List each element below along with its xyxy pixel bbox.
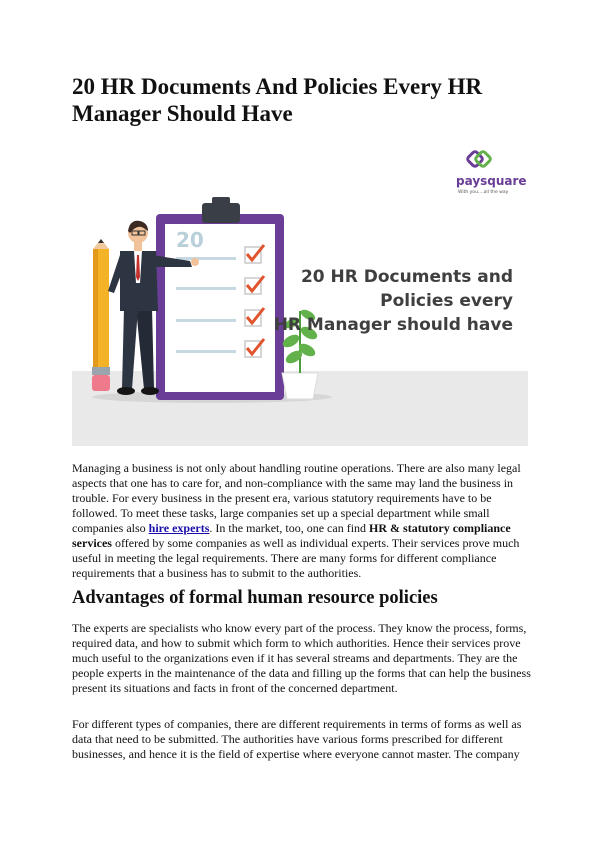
pencil-icon xyxy=(92,239,110,391)
hero-illustration xyxy=(72,143,528,446)
intro-bold-text: HR & statutory compliance services xyxy=(72,521,511,550)
intro-text-start: Managing a business is not only about handling routine operations. There are also many legal aspects that one has to care for, and non-compliance with the same may land the business in trouble. For every business in the present era, various statutory requirements have to be followed. To meet these tasks, large companies set up a special department while small companies also xyxy=(72,461,521,535)
section-heading: Advantages of formal human resource policies xyxy=(72,588,438,608)
clipboard-number: 20 xyxy=(176,228,204,252)
paragraph-experts: The experts are specialists who know every part of the process. They know the process, forms, required data, and how to submit which form to which authorities. Hence their services prove much useful to the organizations even if it has several streams and departments. They are the people experts in the maintenance of the data and filling up the forms that can help the business present its situations and facts in front of the concerned department. xyxy=(72,621,531,695)
intro-paragraph xyxy=(72,461,534,581)
hero-headline-line2: Policies every xyxy=(380,291,513,311)
hero-headline-line1: 20 HR Documents and xyxy=(300,267,513,287)
intro-text-middle: . In the market, too, one can find xyxy=(209,521,370,535)
intro-text-end: offered by some companies as well as individual experts. Their services prove much useful in meeting the legal requirements. There are many forms for different compliance requirements that a business has to submit to the authorities. xyxy=(72,536,520,580)
clipboard-icon xyxy=(156,197,284,400)
page-title: 20 HR Documents And Policies Every HR Manager Should Have xyxy=(72,74,483,126)
hire-experts-link[interactable]: hire experts xyxy=(148,521,210,535)
logo-tagline: With you....all the way xyxy=(458,190,509,195)
paragraph-requirements: For different types of companies, there are different requirements in terms of forms as well as data that need to be submitted. The authorities have various forms prescribed for different businesses, and hence it is the field of expertise where everyone cannot master. The company xyxy=(72,717,522,761)
paysquare-logo xyxy=(456,151,527,195)
logo-name: paysquare xyxy=(456,174,527,188)
hero-headline-line3: HR Manager should have xyxy=(273,315,513,335)
